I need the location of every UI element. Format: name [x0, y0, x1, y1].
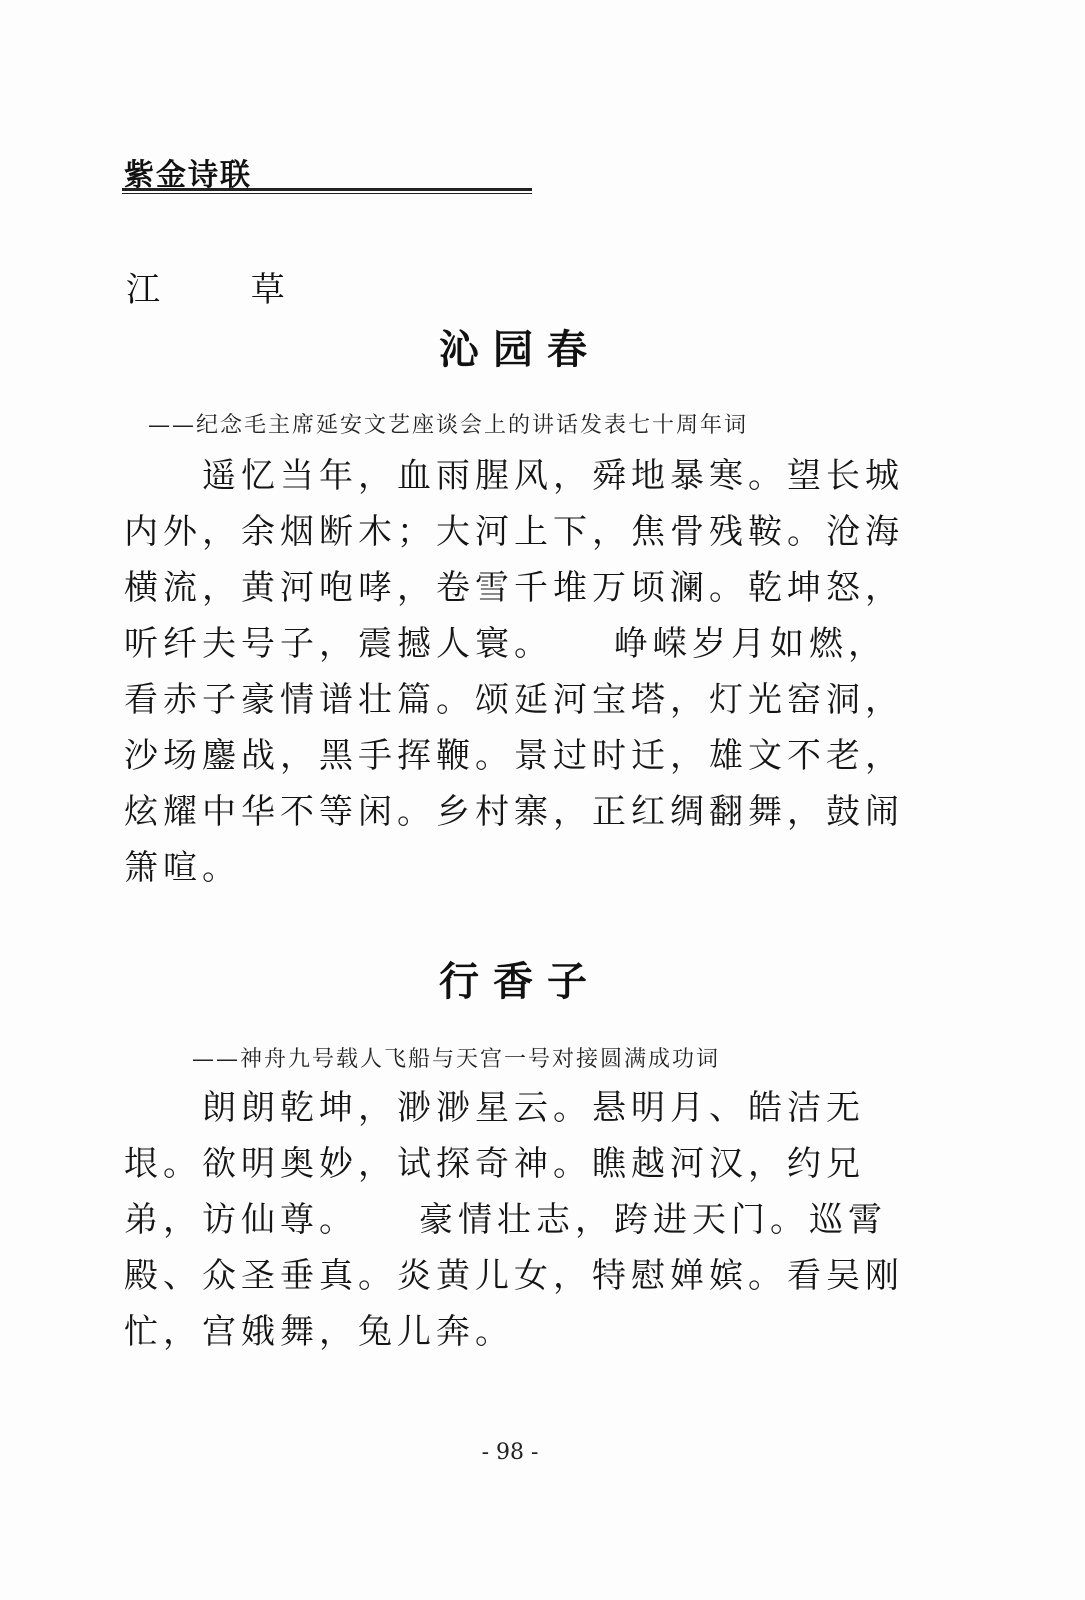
poem-title: 行香子: [439, 958, 601, 1005]
author-name: 江 草: [126, 270, 325, 310]
header-underline: [122, 188, 532, 194]
poem-subtitle: ——纪念毛主席延安文艺座谈会上的讲话发表七十周年词: [148, 413, 749, 438]
running-header-title: 紫金诗联: [124, 158, 252, 193]
poem-body: 遥忆当年，血雨腥风，舜地暴寒。望长城内外，余烟断木；大河上下，焦骨残鞍。沧海横流，黄河咆哮，卷雪千堆万顷澜。乾坤怒，听纤夫号子，震撼人寰。 峥嵘岁月如燃，看赤子豪情谱壮篇。颂延河宝塔，灯光窑洞，沙场鏖战，黑手挥鞭。景过时迁，雄文不老，炫耀中华不等闲。乡村寨，正红绸翻舞，鼓闹箫喧。: [124, 456, 904, 888]
page-number: - 98 -: [481, 1440, 539, 1465]
poem-body: 朗朗乾坤，渺渺星云。悬明月、皓洁无垠。欲明奥妙，试探奇神。瞧越河汉，约兄弟，访仙尊。 豪情壮志，跨进天门。巡霄殿、众圣垂真。炎黄儿女，特慰婵嫔。看吴刚忙，宫娥舞，兔儿奔。: [124, 1088, 904, 1352]
poem-subtitle: ——神舟九号载人飞船与天宫一号对接圆满成功词: [192, 1047, 721, 1072]
poem-title: 沁园春: [439, 326, 601, 373]
